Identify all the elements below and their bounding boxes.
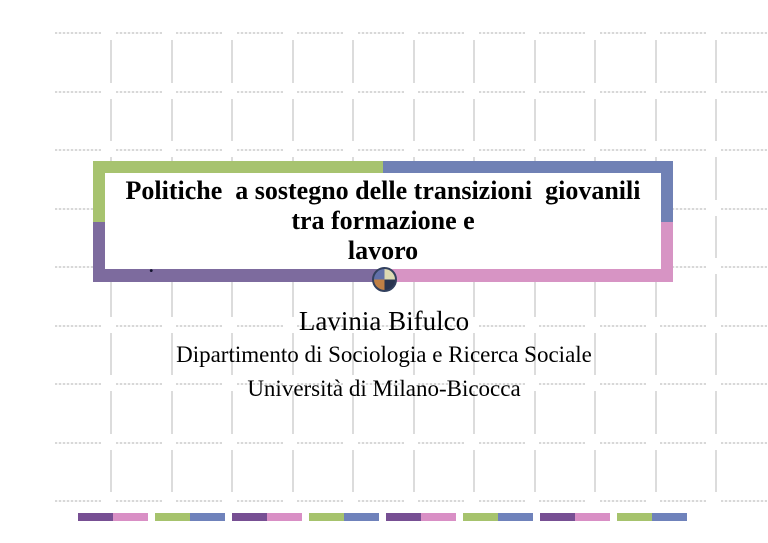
bar-segment-blue (652, 513, 687, 521)
slide-title-line-3: lavoro (347, 236, 419, 265)
bar-segment-purple (386, 513, 421, 521)
quadrant-sphere-icon (372, 267, 397, 292)
bottom-decorative-bar (78, 513, 687, 521)
title-box (93, 161, 673, 282)
author-name: Lavinia Bifulco (298, 306, 470, 336)
bar-segment-purple (232, 513, 267, 521)
bar-segment-pink (113, 513, 148, 521)
stray-period-mark: . (149, 256, 154, 276)
bar-segment-blue (498, 513, 533, 521)
title-box-border-top (93, 161, 673, 173)
bar-segment-purple (78, 513, 113, 521)
slide-title-line-2: tra formazione e (291, 206, 475, 235)
subtitle-block (0, 305, 768, 406)
title-box-border-left (93, 161, 105, 282)
title-box-border-right (661, 161, 673, 282)
bar-segment-pink (267, 513, 302, 521)
university-line: Università di Milano-Bicocca (247, 376, 521, 401)
bar-segment-purple (540, 513, 575, 521)
bar-segment-pink (421, 513, 456, 521)
bar-segment-green (155, 513, 190, 521)
bar-segment-green (463, 513, 498, 521)
department-line: Dipartimento di Sociologia e Ricerca Sociale (176, 342, 592, 367)
title-box-inner (105, 173, 661, 269)
slide-title-line-1: Politiche a sostegno delle transizioni giovanili (125, 176, 641, 205)
bar-segment-blue (190, 513, 225, 521)
bar-segment-pink (575, 513, 610, 521)
bar-segment-green (309, 513, 344, 521)
bar-segment-blue (344, 513, 379, 521)
bar-segment-green (617, 513, 652, 521)
